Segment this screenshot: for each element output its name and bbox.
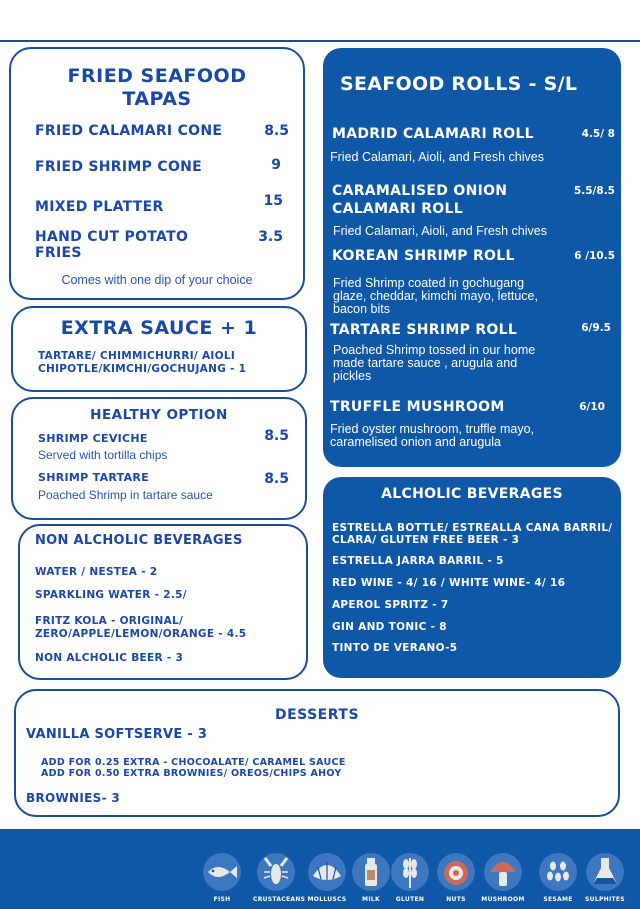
roll-desc: glaze, cheddar, kimchi mayo, lettuce, (333, 289, 538, 303)
extra-sauce-title: EXTRA SAUCE + 1 (60, 317, 258, 339)
menu-item-price: 8.5 (264, 471, 289, 487)
beverage-item: ESTRELLA JARRA BARRIL - 5 (332, 555, 504, 567)
mushroom-icon (483, 852, 523, 892)
allergen-label: FISH (213, 896, 231, 903)
fish-icon (202, 852, 242, 892)
beverage-item: WATER / NESTEA - 2 (35, 566, 158, 578)
menu-item-name: FRIES (35, 245, 82, 261)
roll-price: 6 /10.5 (574, 250, 615, 262)
beverage-item: RED WINE - 4/ 16 / WHITE WINE- 4/ 16 (332, 577, 566, 589)
roll-name: CALAMARI ROLL (332, 201, 463, 217)
dessert-addon: ADD FOR 0.25 EXTRA - CHOCOALATE/ CARAMEL SAUCE (41, 757, 346, 768)
allergen-gluten (387, 852, 433, 903)
allergen-label: GLUTEN (395, 896, 425, 903)
menu-item-name: FRIED CALAMARI CONE (35, 123, 223, 139)
allergen-label: SULPHITES (585, 896, 625, 903)
alcoholic-title: ALCHOLIC BEVERAGES (381, 486, 563, 502)
allergen-molluscs (304, 852, 350, 903)
allergen-label: MUSHROOM (481, 896, 525, 903)
roll-desc: caramelised onion and arugula (330, 435, 501, 449)
beverage-item: APEROL SPRITZ - 7 (332, 599, 449, 611)
allergen-label: CRUSTACEANS (253, 896, 306, 903)
menu-item-name: SHRIMP CEVICHE (38, 432, 148, 445)
roll-desc: Fried Calamari, Aioli, and Fresh chives (330, 150, 544, 164)
beverage-item: GIN AND TONIC - 8 (332, 621, 447, 633)
roll-desc: pickles (333, 369, 372, 383)
non-alcoholic-title: NON ALCHOLIC BEVERAGES (35, 533, 243, 548)
desserts-title: DESSERTS (274, 707, 360, 723)
dessert-item: BROWNIES- 3 (26, 791, 120, 805)
roll-name: MADRID CALAMARI ROLL (332, 126, 534, 142)
beverage-item: SPARKLING WATER - 2.5/ (35, 589, 187, 601)
fried-tapas-title-line2: TAPAS (122, 88, 192, 110)
shell-icon (307, 852, 347, 892)
menu-item-price: 9 (271, 157, 281, 173)
allergen-sesame (535, 852, 581, 903)
roll-price: 4.5/ 8 (581, 128, 615, 140)
allergen-label: NUTS (446, 896, 466, 903)
roll-name: TRUFFLE MUSHROOM (330, 399, 505, 415)
nut-icon (436, 852, 476, 892)
extra-sauce-line: CHIPOTLE/KIMCHI/GOCHUJANG - 1 (38, 363, 247, 375)
roll-desc: made tartare sauce , arugula and (333, 356, 518, 370)
healthy-option-section (11, 397, 307, 520)
seafood-rolls-section (323, 48, 621, 467)
non-alcoholic-section (18, 524, 308, 680)
roll-price: 6/10 (579, 401, 605, 413)
roll-price: 5.5/8.5 (573, 185, 615, 197)
menu-item-price: 8.5 (264, 123, 289, 139)
beverage-item: NON ALCHOLIC BEER - 3 (35, 652, 184, 664)
healthy-option-title: HEALTHY OPTION (90, 407, 228, 423)
roll-desc: Fried Calamari, Aioli, and Fresh chives (333, 224, 547, 238)
roll-desc: Fried Shrimp coated in gochugang (333, 276, 525, 290)
allergen-label: MOLLUSCS (307, 896, 347, 903)
menu-item-desc: Poached Shrimp in tartare sauce (38, 488, 213, 502)
menu-item-name: SHRIMP TARTARE (38, 471, 150, 484)
dessert-addon: ADD FOR 0.50 EXTRA BROWNIES/ OREOS/CHIPS AHOY (41, 768, 342, 779)
seafood-rolls-title: SEAFOOD ROLLS - S/L (340, 73, 578, 95)
fried-tapas-section (9, 47, 305, 300)
menu-item-name: MIXED PLATTER (35, 199, 164, 215)
menu-item-desc: Served with tortilla chips (38, 448, 168, 462)
extra-sauce-section (11, 306, 307, 392)
lobster-icon (256, 852, 296, 892)
top-divider (0, 40, 640, 42)
fried-tapas-title-line1: FRIED SEAFOOD (67, 65, 247, 87)
roll-name: CARAMALISED ONION (332, 183, 508, 199)
milk-icon (351, 852, 391, 892)
menu-item-price: 15 (263, 193, 283, 209)
roll-desc: Fried oyster mushroom, truffle mayo, (330, 422, 535, 436)
beverage-item: TINTO DE VERANO-5 (332, 642, 458, 654)
beverage-item: CLARA/ GLUTEN FREE BEER - 3 (332, 534, 520, 546)
sesame-icon (538, 852, 578, 892)
desserts-section (14, 689, 620, 817)
allergen-fish (199, 852, 245, 903)
menu-item-price: 3.5 (258, 229, 283, 245)
roll-price: 6/9.5 (581, 322, 611, 334)
roll-desc: bacon bits (333, 302, 390, 316)
allergen-nuts (433, 852, 479, 903)
dessert-item: VANILLA SOFTSERVE - 3 (26, 727, 208, 742)
menu-item-name: HAND CUT POTATO (35, 229, 189, 245)
allergen-mushroom (480, 852, 526, 903)
flask-icon (585, 852, 625, 892)
menu-item-name: FRIED SHRIMP CONE (35, 159, 203, 175)
beverage-item: FRITZ KOLA - ORIGINAL/ (35, 615, 184, 627)
wheat-icon (390, 852, 430, 892)
roll-name: TARTARE SHRIMP ROLL (330, 322, 518, 338)
allergen-label: MILK (362, 896, 380, 903)
allergen-sulphites (582, 852, 628, 903)
roll-desc: Poached Shrimp tossed in our home (333, 343, 536, 357)
menu-item-price: 8.5 (264, 428, 289, 444)
allergen-label: SESAME (543, 896, 573, 903)
allergen-crustaceans (253, 852, 306, 903)
beverage-item: ZERO/APPLE/LEMON/ORANGE - 4.5 (35, 628, 247, 640)
beverage-item: ESTRELLA BOTTLE/ ESTREALLA CANA BARRIL/ (332, 522, 613, 534)
roll-name: KOREAN SHRIMP ROLL (332, 248, 515, 264)
fried-tapas-note: Comes with one dip of your choice (61, 273, 253, 287)
alcoholic-section (323, 477, 621, 678)
extra-sauce-line: TARTARE/ CHIMMICHURRI/ AIOLI (38, 350, 236, 362)
